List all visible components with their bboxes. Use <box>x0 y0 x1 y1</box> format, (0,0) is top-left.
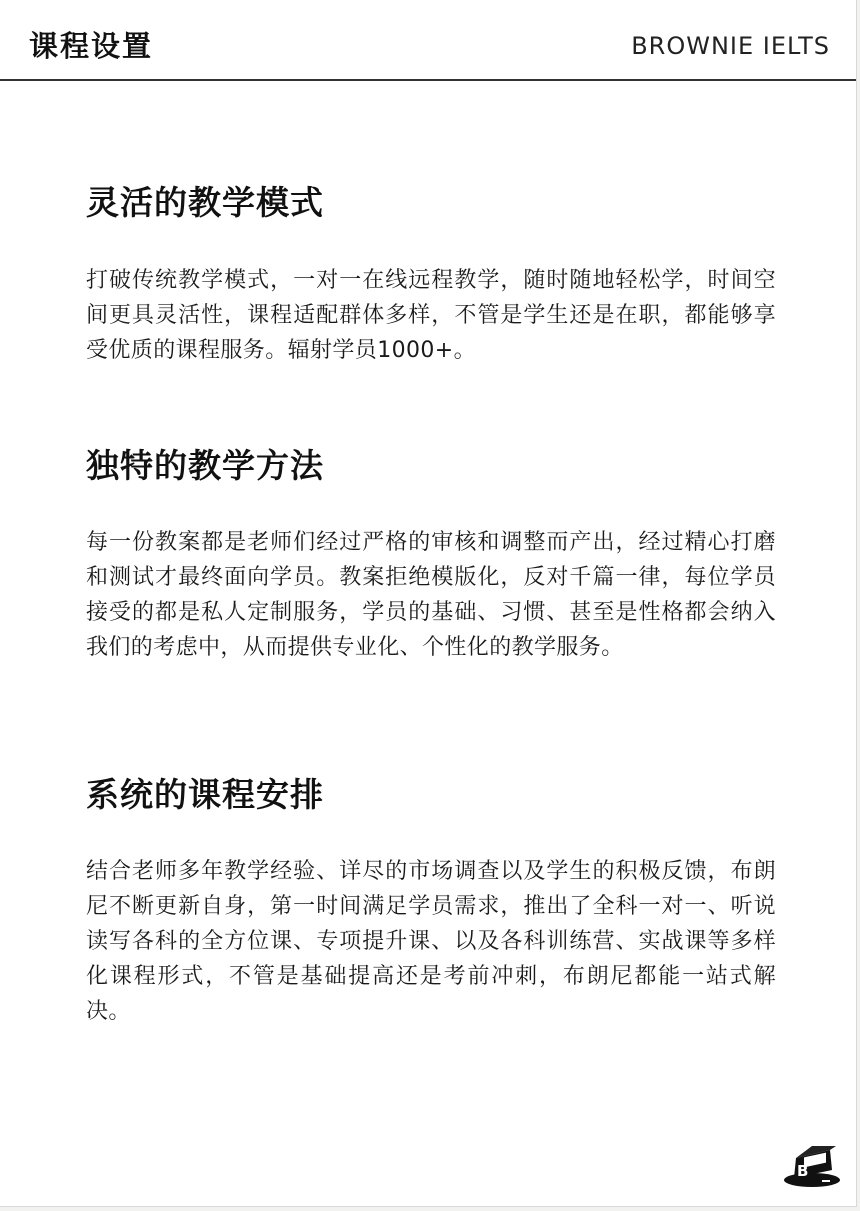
section-body: 结合老师多年教学经验、详尽的市场调查以及学生的积极反馈，布朗尼不断更新自身，第一时间满足学员需求，推出了全科一对一、听说读写各科的全方位课、专项提升课、以及各科训练营、实战课等多样化课程形式，不管是基础提高还是考前冲刺，布朗尼都能一站式解决。 <box>86 859 776 1024</box>
page-header <box>0 0 856 81</box>
page-title: 课程设置 <box>29 29 154 63</box>
brand-name: BROWNIE IELTS <box>631 32 830 60</box>
svg-text:B: B <box>797 1162 809 1180</box>
section-body: 每一份教案都是老师们经过严格的审核和调整而产出，经过精心打磨和测试才最终面向学员。教案拒绝模版化，反对千篇一律，每位学员接受的都是私人定制服务，学员的基础、习惯、甚至是性格都会纳入我们的考虑中，从而提供专业化、个性化的教学服务。 <box>86 530 776 660</box>
section-course-arrangement <box>86 774 776 1029</box>
section-heading: 独特的教学方法 <box>86 446 324 485</box>
section-heading: 系统的课程安排 <box>86 775 324 814</box>
section-body: 打破传统教学模式，一对一在线远程教学，随时随地轻松学，时间空间更具灵活性，课程适配群体多样，不管是学生还是在职，都能够享受优质的课程服务。辐射学员1000+。 <box>86 268 776 363</box>
section-heading: 灵活的教学模式 <box>86 183 324 222</box>
section-flexible-teaching <box>86 182 776 368</box>
section-unique-method <box>86 445 776 665</box>
brownie-logo-icon <box>782 1140 842 1188</box>
